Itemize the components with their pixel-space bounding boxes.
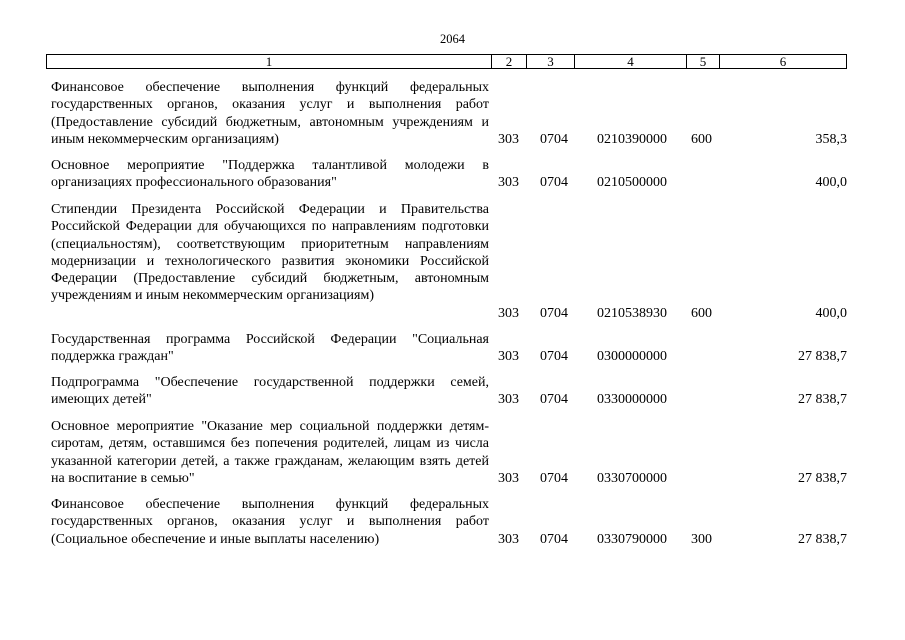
target-code: 0210500000 [597,175,667,190]
expense-type-code: 600 [691,306,712,321]
amount: 400,0 [815,175,847,190]
target-code: 0330790000 [597,532,667,547]
ministry-code: 303 [498,132,519,147]
amount: 27 838,7 [798,471,847,486]
row-description: Основное мероприятие "Оказание мер социальной поддержки детям-сиротам, детям, оставшимся без попечения родителей, лицам из числа указанной категории детей, а также гражданам, желающим взять детей на воспитание в семью" [51,419,489,486]
ministry-code: 303 [498,306,519,321]
page-number: 2064 [440,32,465,46]
amount: 400,0 [815,306,847,321]
target-code: 0330000000 [597,392,667,407]
section-code: 0704 [540,349,568,364]
section-code: 0704 [540,306,568,321]
section-code: 0704 [540,175,568,190]
amount: 27 838,7 [798,349,847,364]
row-description: Финансовое обеспечение выполнения функций федеральных государственных органов, оказания услуг и выполнения работ (Социальное обеспечение и иные выплаты населению) [51,497,489,547]
row-description: Подпрограмма "Обеспечение государственной поддержки семей, имеющих детей" [51,375,489,408]
ministry-code: 303 [498,471,519,486]
row-description: Основное мероприятие "Поддержка талантливой молодежи в организациях профессионального образования" [51,158,489,191]
expense-type-code: 300 [691,532,712,547]
target-code: 0210390000 [597,132,667,147]
row-description: Финансовое обеспечение выполнения функций федеральных государственных органов, оказания услуг и выполнения работ (Предоставление субсидий бюджетным, автономным учреждениям и иным некоммерческим организациям) [51,80,489,147]
column-header-1: 1 [47,55,492,68]
section-code: 0704 [540,392,568,407]
table-header [46,54,847,69]
amount: 358,3 [815,132,847,147]
ministry-code: 303 [498,349,519,364]
column-header-5: 5 [687,55,720,68]
row-description: Государственная программа Российской Федерации "Социальная поддержка граждан" [51,332,489,365]
column-header-3: 3 [527,55,575,68]
target-code: 0210538930 [597,306,667,321]
target-code: 0330700000 [597,471,667,486]
section-code: 0704 [540,132,568,147]
ministry-code: 303 [498,175,519,190]
column-header-6: 6 [779,54,787,69]
ministry-code: 303 [498,392,519,407]
amount: 27 838,7 [798,392,847,407]
column-header-4: 4 [575,55,687,68]
column-header-2: 2 [492,55,527,68]
amount: 27 838,7 [798,532,847,547]
section-code: 0704 [540,471,568,486]
ministry-code: 303 [498,532,519,547]
row-description: Стипендии Президента Российской Федерации и Правительства Российской Федерации для обучающихся по направлениям подготовки (специальностям), соответствующим приоритетным направлениям модернизации и технологического развития экономики Российской Федерации (Предоставление субсидий бюджетным, автономным учреждениям и иным некоммерческим организациям) [51,202,489,304]
section-code: 0704 [540,532,568,547]
target-code: 0300000000 [597,349,667,364]
expense-type-code: 600 [691,132,712,147]
